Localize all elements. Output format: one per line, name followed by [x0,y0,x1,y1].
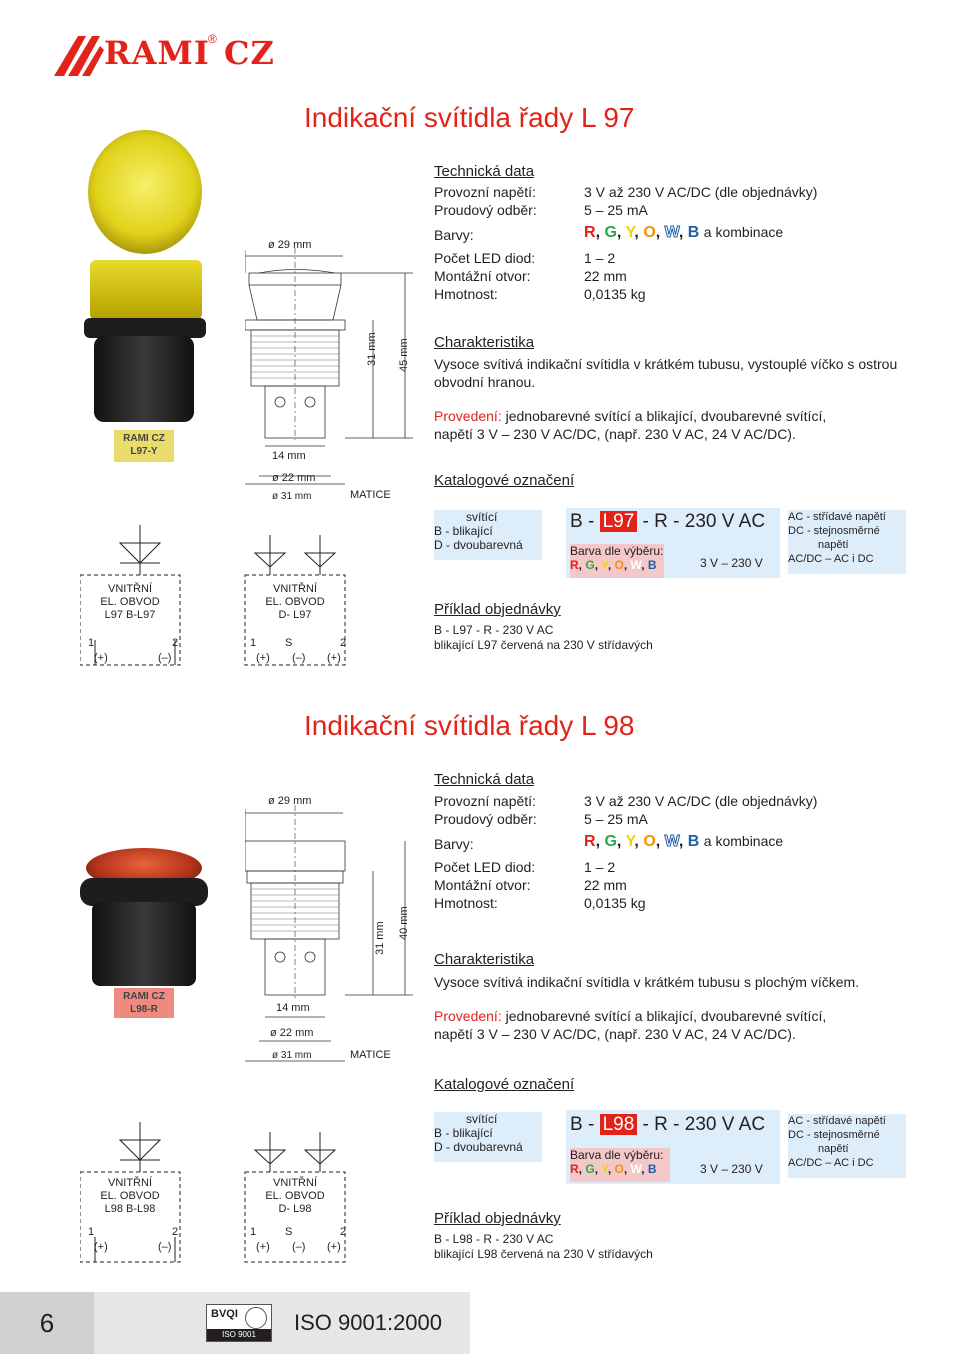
pin-2: 2 [172,637,179,649]
l98-dim-w14: 14 mm [276,1002,310,1014]
l98-char-heading: Charakteristika [434,951,535,968]
cert-badge [206,1304,272,1342]
l97-row-value: 0,0135 kg [584,286,646,302]
l98-row-label: Proudový odběr: [434,811,537,827]
color-rest: a kombinace [703,224,784,240]
l98-row-label: Montážní otvor: [434,877,531,893]
l97-dim-d31: ø 31 mm [272,491,312,502]
ac-note: AC/DC – AC i DC [788,1157,874,1169]
l98-row-value: 5 – 25 mA [584,811,648,827]
l98-cat-types [434,1112,542,1162]
pin-polarity: (+) [327,652,341,664]
code-color: - R - [642,511,680,532]
l97-row-label: Montážní otvor: [434,268,531,284]
cert-seal-icon [245,1307,267,1329]
l98-provedeni [434,1007,934,1043]
l98-dim-h31: 31 mm [374,921,386,955]
l97-row-value: 1 – 2 [584,250,616,266]
l98-code-box [566,1110,780,1184]
l97-dim-h45: 45 mm [398,338,410,372]
l98-dim-h40: 40 mm [398,906,410,940]
color-w: W [664,224,679,241]
page-number: 6 [39,1308,55,1338]
registered-mark: ® [208,32,217,46]
l98-row-value: 3 V až 230 V AC/DC (dle objednávky) [584,793,818,809]
pin-1: 1 [250,637,257,649]
l97-row-label: Provozní napětí: [434,184,536,200]
l97-provedeni-label: Provedení: [434,408,502,424]
color-g: G [604,833,617,850]
l98-title: Indikační svítidla řady L 98 [304,710,635,741]
l98-provedeni-text: jednobarevné svítící a blikající, dvoubarevné svítící, [501,1008,827,1024]
l98-example-desc: blikající L98 červená na 230 V střídavých [434,1247,653,1261]
barva-colors: R, G, Y, O, W, B [570,1162,657,1176]
l98-barva-box [570,1148,670,1182]
ac-note: AC - střídavé napětí [788,1115,886,1127]
l97-dim-nut: MATICE [350,489,391,501]
l97-title: Indikační svítidla řady L 97 [304,102,635,133]
color-y: Y [625,833,635,850]
l98-circuit2: VNITŘNÍ EL. OBVOD D- L98 [265,1177,325,1215]
l98-row-label: Počet LED diod: [434,859,536,875]
ac-note: napětí [818,539,849,551]
color-r: R [584,833,596,850]
l98-row-label: Provozní napětí: [434,793,536,809]
l98-example-heading: Příklad objednávky [434,1210,561,1227]
l97-dim-w14: 14 mm [272,450,306,462]
l97-provedeni [434,407,934,443]
l97-tech-heading: Technická data [434,163,535,180]
l97-circuit2: VNITŘNÍ EL. OBVOD D- L97 [265,583,325,621]
code-series: L98 [600,1114,638,1135]
l98-provedeni-text2: napětí 3 V – 230 V AC/DC, (např. 230 V AC, 24 V AC/DC). [434,1026,796,1042]
l97-char-heading: Charakteristika [434,334,535,351]
cat-type: D - dvoubarevná [434,538,523,552]
l97-provedeni-text2: napětí 3 V – 230 V AC/DC, (např. 230 V AC, 24 V AC/DC). [434,426,796,442]
code-prefix: B - [570,511,595,532]
color-o: O [643,224,656,241]
l98-row-value: 22 mm [584,877,627,893]
cat-type: D - dvoubarevná [434,1140,523,1154]
l97-cat-heading: Katalogové označení [434,472,575,489]
pin-2: 2 [340,1226,347,1238]
l97-circuit1: VNITŘNÍ EL. OBVOD L97 B-L97 [100,583,160,621]
l98-dim-d29: ø 29 mm [268,795,312,807]
l98-color-list: R, G, Y, O, W, B a kombinace [584,833,784,850]
l97-example-heading: Příklad objednávky [434,601,561,618]
l97-barva-box [570,544,664,578]
code-prefix: B - [570,1114,595,1135]
code-voltage: 230 V [684,1114,735,1135]
l97-code [570,511,765,533]
cert-brand: BVQI [211,1308,238,1320]
code-voltage: 230 V [684,511,735,532]
color-rest: a kombinace [703,833,784,849]
pin-2: 2 [340,637,347,649]
pin-polarity: (–) [292,652,306,664]
l97-example-code: B - L97 - R - 230 V AC [434,623,554,637]
l98-row-label: Hmotnost: [434,895,498,911]
color-r: R [584,224,596,241]
l97-example-desc: blikající L97 červená na 230 V střídavých [434,638,653,652]
cat-type: B - blikající [434,524,493,538]
l98-photo [80,838,210,1018]
color-b: B [687,224,700,241]
color-w: W [664,833,679,850]
code-series: L97 [600,511,638,532]
color-y: Y [625,224,635,241]
pin-polarity: (+) [94,652,108,664]
l98-example-code: B - L98 - R - 230 V AC [434,1232,554,1246]
l97-row-value: 22 mm [584,268,627,284]
ac-note: AC - střídavé napětí [788,511,886,523]
brand-suffix: CZ [224,34,275,72]
brand-logo [48,30,278,80]
l97-row-label: Proudový odběr: [434,202,537,218]
l98-row-value: 0,0135 kg [584,895,646,911]
l97-color-list: R, G, Y, O, W, B a kombinace [584,224,784,241]
pin-s: S [285,637,293,649]
l97-char-text: Vysoce svítivá indikační svítidla v krátkém tubusu, vystouplé víčko s ostrou obvodní hranou. [434,356,898,390]
cat-type: svítící [466,510,498,524]
l97-dim-h31: 31 mm [366,332,378,366]
brand-logo-icon [48,30,108,80]
l97-code-box [566,508,780,578]
l98-tech-heading: Technická data [434,771,535,788]
l97-provedeni-text: jednobarevné svítící a blikající, dvoubarevné svítící, [501,408,827,424]
pin-1: 1 [88,1226,95,1238]
pin-1: 1 [250,1226,257,1238]
l98-ac-note [788,1114,906,1178]
l97-row-label: Počet LED diod: [434,250,536,266]
barva-colors: R, G, Y, O, W, B [570,558,657,572]
l98-dim-d31: ø 31 mm [272,1050,312,1061]
l97-row-value: 5 – 25 mA [584,202,648,218]
barva-label: Barva dle výběru: [570,544,664,558]
l97-cat-types [434,510,542,560]
l97-dim-d22: ø 22 mm [272,472,316,484]
l98-provedeni-label: Provedení: [434,1008,502,1024]
l98-char-text: Vysoce svítivá indikační svítidla v krátkém tubusu s plochým víčkem. [434,974,860,990]
l98-row-label: Barvy: [434,836,474,852]
pin-polarity: (+) [94,1241,108,1253]
pin-2: 2 [172,1226,179,1238]
ac-note: DC - stejnosměrné [788,525,880,537]
pin-s: S [285,1226,293,1238]
pin-1: 1 [88,637,95,649]
color-o: O [643,833,656,850]
l97-photo [80,130,210,470]
ac-note: AC/DC – AC i DC [788,553,874,565]
cat-type: B - blikající [434,1126,493,1140]
pin-polarity: (–) [292,1241,306,1253]
cat-type: svítící [466,1112,498,1126]
l97-dim-d29: ø 29 mm [268,239,312,251]
l98-dim-nut: MATICE [350,1049,391,1061]
pin-polarity: (+) [327,1241,341,1253]
l98-circuit1: VNITŘNÍ EL. OBVOD L98 B-L98 [100,1177,160,1215]
voltage-range: 3 V – 230 V [700,1162,763,1176]
pin-polarity: (+) [256,1241,270,1253]
l97-ac-note [788,510,906,574]
l97-row-label: Hmotnost: [434,286,498,302]
voltage-range: 3 V – 230 V [700,556,763,570]
l98-cat-heading: Katalogové označení [434,1076,575,1093]
ac-note: DC - stejnosměrné [788,1129,880,1141]
l97-row-label: Barvy: [434,227,474,243]
pin-polarity: (+) [256,652,270,664]
page-number-box [0,1292,94,1354]
l98-photo-label: RAMI CZ L98-R [114,988,174,1018]
color-g: G [604,224,617,241]
iso-text: ISO 9001:2000 [294,1310,443,1335]
l97-row-value: 3 V až 230 V AC/DC (dle objednávky) [584,184,818,200]
code-current: AC [738,1114,766,1135]
pin-polarity: (–) [158,1241,172,1253]
code-color: - R - [642,1114,680,1135]
l98-code [570,1114,765,1136]
code-current: AC [738,511,766,532]
barva-label: Barva dle výběru: [570,1148,664,1162]
l97-photo-label: RAMI CZ L97-Y [114,430,174,462]
brand-name: RAMI [104,34,210,72]
l98-row-value: 1 – 2 [584,859,616,875]
color-b: B [687,833,700,850]
pin-polarity: (–) [158,652,172,664]
cert-label: ISO 9001 [207,1329,271,1341]
ac-note: napětí [818,1143,849,1155]
l98-dim-d22: ø 22 mm [270,1027,314,1039]
